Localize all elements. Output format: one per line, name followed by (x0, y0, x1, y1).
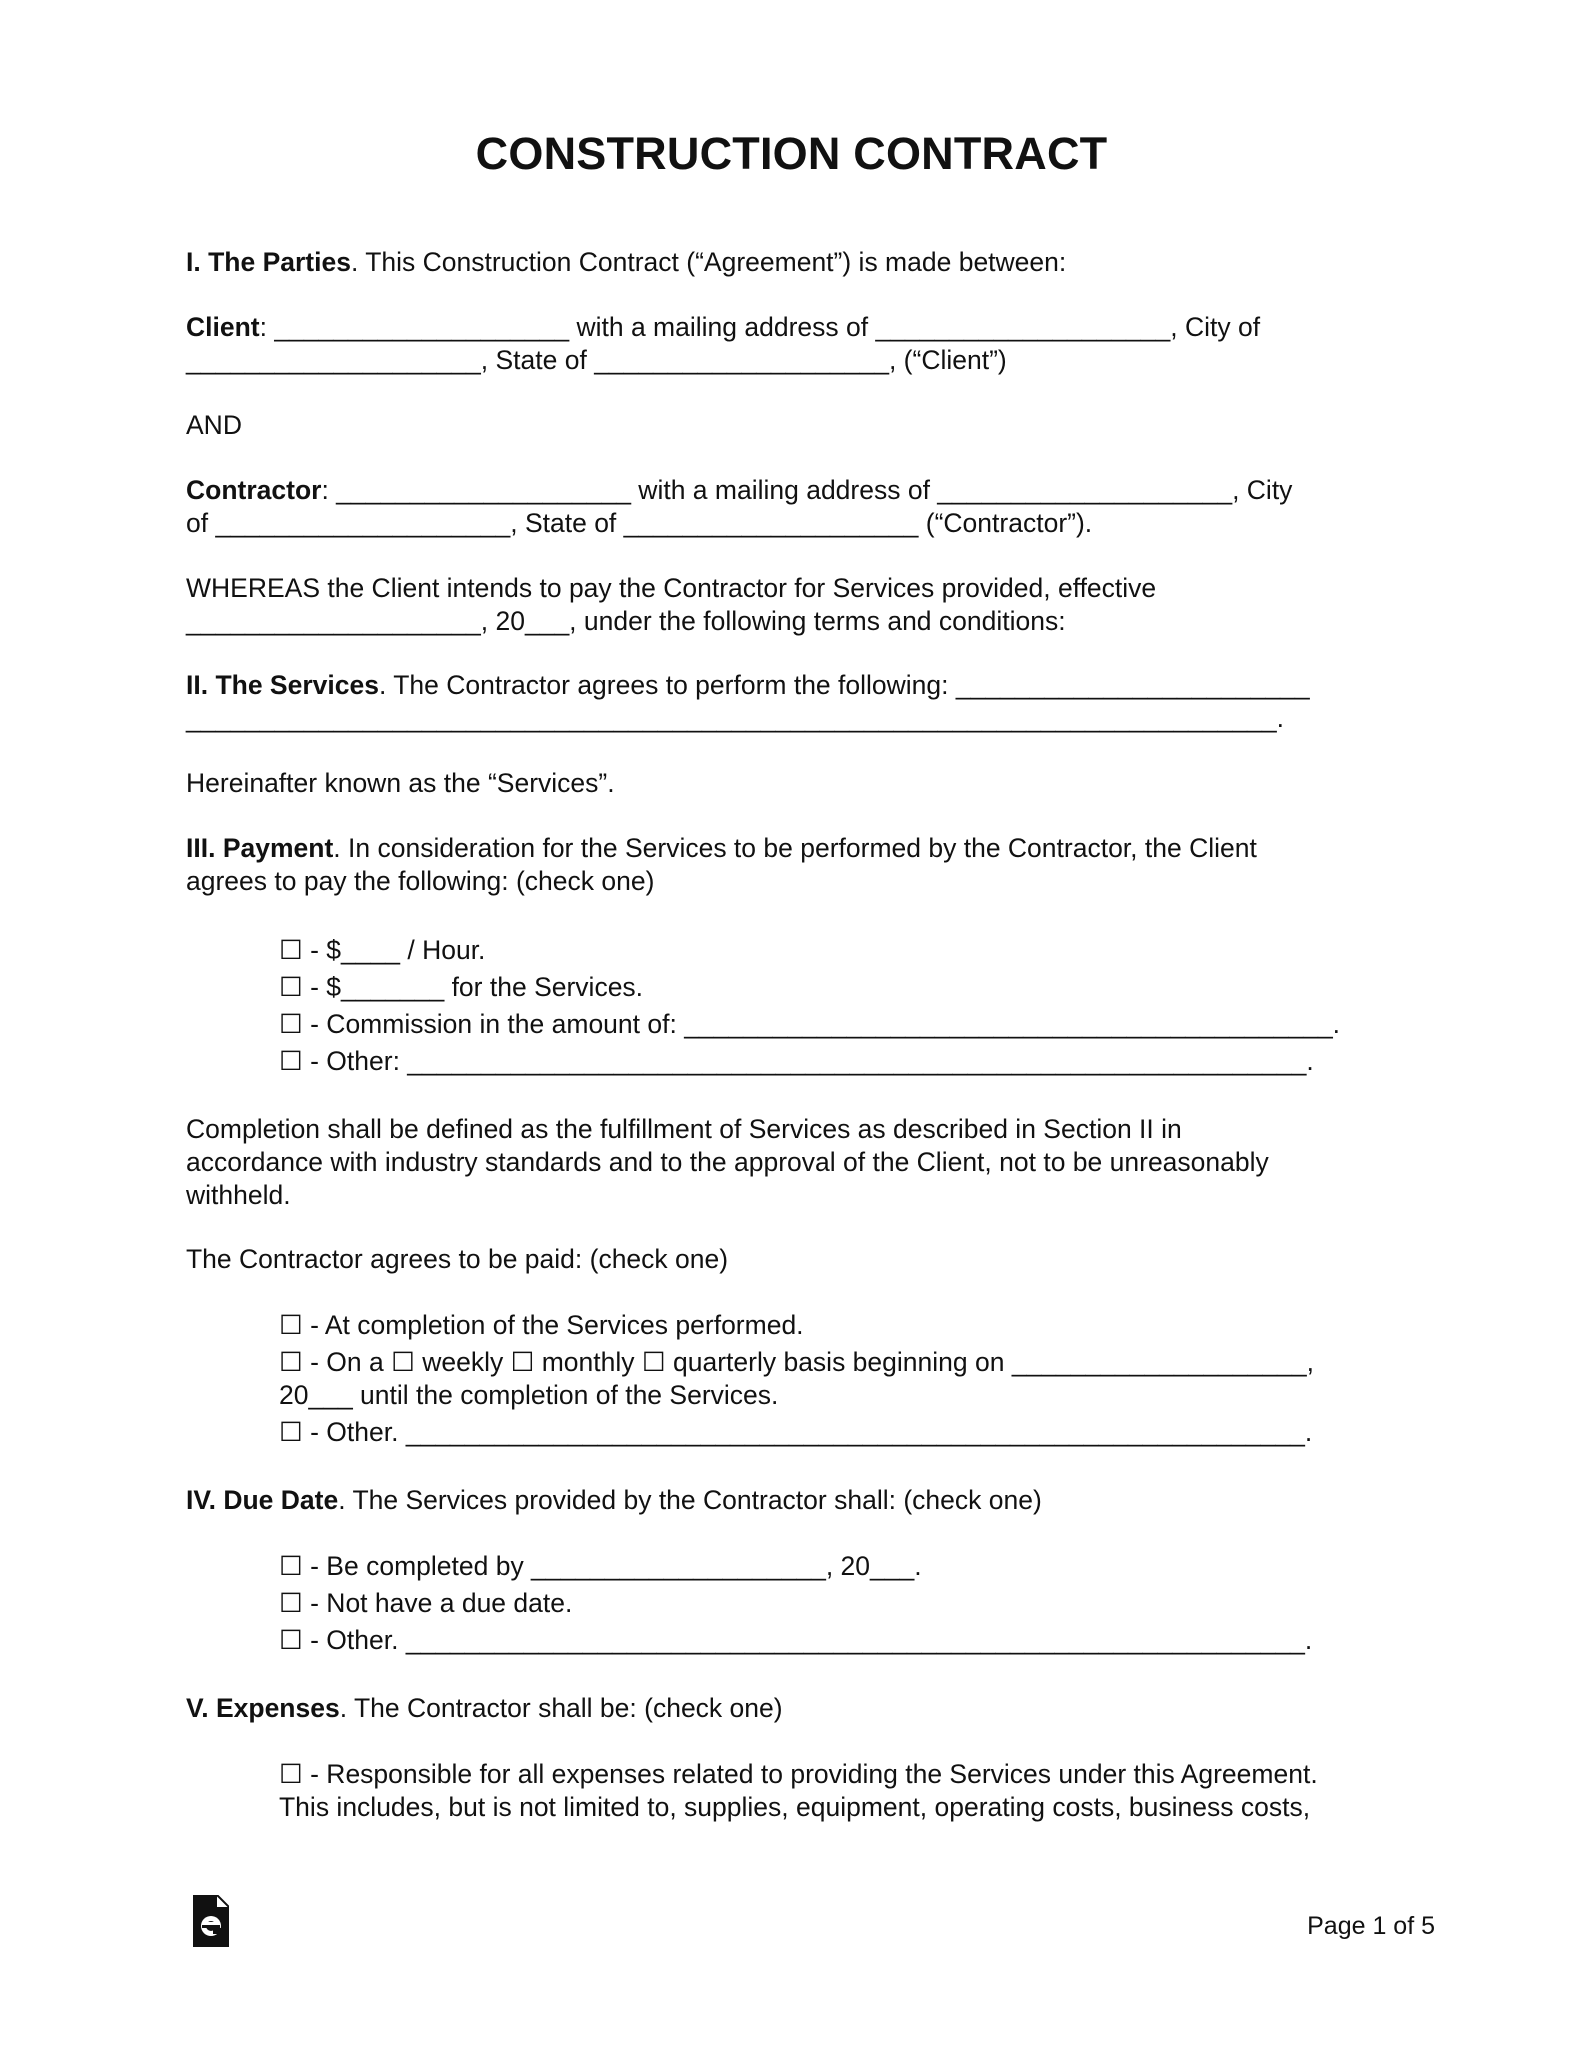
contractor-paragraph (186, 474, 1401, 540)
expenses-heading: V. Expenses (186, 1693, 340, 1723)
paid-intro: The Contractor agrees to be paid: (check one) (186, 1244, 729, 1274)
payment-option-hourly[interactable]: ☐ - $____ / Hour. (279, 935, 486, 965)
services-text: . The Contractor agrees to perform the following: ________________________ __________________________________________________________________________. (186, 670, 1310, 733)
parties-text: . This Construction Contract (“Agreement”) is made between: (350, 247, 1067, 277)
payment-option-commission[interactable]: ☐ - Commission in the amount of: ____________________________________________. (279, 1009, 1341, 1039)
paid-option-periodic[interactable]: ☐ - On a ☐ weekly ☐ monthly ☐ quarterly basis beginning on ____________________, 20___ until the completion of the Services. (279, 1347, 1314, 1410)
due-date-paragraph (186, 1484, 1401, 1517)
payment-text: . In consideration for the Services to be performed by the Contractor, the Client agrees to pay the following: (check one) (186, 833, 1257, 896)
contractor-label: Contractor (186, 475, 322, 505)
client-label: Client (186, 312, 260, 342)
client-text: : ____________________ with a mailing address of ____________________, City of ____________________, State of ____________________, (“Client”) (186, 312, 1261, 375)
and-text: AND (186, 410, 242, 440)
completion-paragraph: Completion shall be defined as the fulfillment of Services as described in Section II in accordance with industry standards and to the approval of the Client, not to be unreasonably withheld. (186, 1114, 1269, 1210)
due-date-heading: IV. Due Date (186, 1485, 339, 1515)
paid-option-other[interactable]: ☐ - Other. _____________________________________________________________. (279, 1417, 1313, 1447)
page-number: Page 1 of 5 (1307, 1912, 1435, 1940)
contractor-text: : ____________________ with a mailing address of ____________________, City of ____________________, State of ____________________ (“Contractor”). (186, 475, 1293, 538)
due-option-completed-by[interactable]: ☐ - Be completed by ____________________, 20___. (279, 1551, 922, 1581)
payment-option-flat-fee[interactable]: ☐ - $_______ for the Services. (279, 972, 644, 1002)
services-paragraph (186, 669, 1401, 735)
document-title: CONSTRUCTION CONTRACT (475, 128, 1108, 179)
document-e-logo-icon (193, 1895, 229, 1947)
due-option-no-due-date[interactable]: ☐ - Not have a due date. (279, 1588, 573, 1618)
due-date-text: . The Services provided by the Contractor shall: (check one) (338, 1485, 1042, 1515)
payment-paragraph (186, 832, 1401, 898)
expenses-text: . The Contractor shall be: (check one) (339, 1693, 783, 1723)
expenses-paragraph (186, 1692, 1401, 1725)
parties-heading: I. The Parties (186, 247, 351, 277)
payment-heading: III. Payment (186, 833, 334, 863)
services-heading: II. The Services (186, 670, 379, 700)
parties-paragraph (186, 246, 1401, 279)
client-paragraph (186, 311, 1401, 377)
hereinafter-text: Hereinafter known as the “Services”. (186, 768, 615, 798)
due-option-other[interactable]: ☐ - Other. _____________________________________________________________. (279, 1625, 1313, 1655)
payment-option-other[interactable]: ☐ - Other: _____________________________________________________________. (279, 1046, 1314, 1076)
expenses-option-responsible[interactable]: ☐ - Responsible for all expenses related to providing the Services under this Agreement. This includes, but is not limited to, supplies, equipment, operating costs, business costs, (279, 1759, 1318, 1822)
paid-option-completion[interactable]: ☐ - At completion of the Services performed. (279, 1310, 804, 1340)
whereas-paragraph: WHEREAS the Client intends to pay the Contractor for Services provided, effective ____________________, 20___, under the following terms and conditions: (186, 573, 1157, 636)
